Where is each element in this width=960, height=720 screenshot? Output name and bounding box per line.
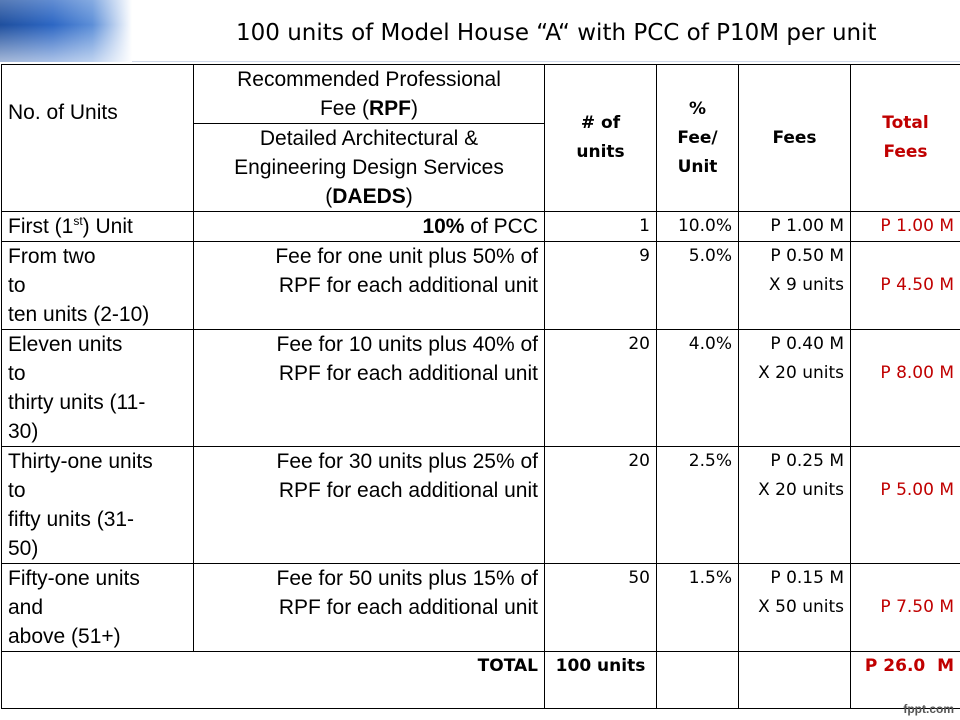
table-row [2,330,960,447]
total-fee: P 5.00 M [851,447,960,564]
fee-per-unit: P 0.15 M X 50 units [739,564,851,652]
fee-rule: Fee for 30 units plus 25% of RPF for each additional unit [194,447,545,564]
total-fee: P 7.50 M [851,564,960,652]
header-divider [132,61,960,62]
units-count: 50 [545,564,657,652]
table-row [2,242,960,330]
total-fees-empty [739,652,851,709]
units-count: 20 [545,447,657,564]
total-fee: P 1.00 M [851,212,960,242]
total-fee: P 8.00 M [851,330,960,447]
pct-fee: 5.0% [657,242,739,330]
pct-fee: 2.5% [657,447,739,564]
units-count: 1 [545,212,657,242]
fee-rule: 10% of PCC [194,212,545,242]
total-label: TOTAL [2,652,545,709]
fee-per-unit: P 0.25 M X 20 units [739,447,851,564]
header-rpf [194,65,545,124]
table-row [2,564,960,652]
fee-rule: Fee for 10 units plus 40% of RPF for each additional unit [194,330,545,447]
pct-fee: 4.0% [657,330,739,447]
pct-fee: 1.5% [657,564,739,652]
grand-total: P 26.0 M [851,652,960,709]
header-pct-fee: % Fee/ Unit [657,65,739,212]
credit-text: fppt.com [903,702,954,716]
fee-per-unit: P 1.00 M [739,212,851,242]
unit-range: Eleven units to thirty units (11- 30) [2,330,194,447]
table-row [2,447,960,564]
header-rpf-line1: Recommended Professional [237,68,501,91]
header-fees: Fees [739,65,851,212]
header-rpf-line2: Fee (RPF) [319,97,418,120]
header-no-of-units [2,65,194,212]
fee-per-unit: P 0.40 M X 20 units [739,330,851,447]
total-fee: P 4.50 M [851,242,960,330]
fee-table [1,64,960,709]
total-row [2,652,960,709]
unit-range: Thirty-one units to fifty units (31- 50) [2,447,194,564]
slide-title: 100 units of Model House “A“ with PCC of P10M per unit [236,20,877,46]
fee-per-unit: P 0.50 M X 9 units [739,242,851,330]
fee-rule: Fee for 50 units plus 15% of RPF for each additional unit [194,564,545,652]
fee-rule: Fee for one unit plus 50% of RPF for each additional unit [194,242,545,330]
header-daeds: Detailed Architectural & Engineering Design Services (DAEDS) [194,124,545,212]
header-num-units: # of units [545,65,657,212]
total-units: 100 units [545,652,657,709]
table-row [2,212,960,242]
total-pct-empty [657,652,739,709]
units-count: 20 [545,330,657,447]
pct-fee: 10.0% [657,212,739,242]
header-total-fees: Total Fees [851,65,960,212]
unit-range: Fifty-one units and above (51+) [2,564,194,652]
decorative-corner [0,0,132,62]
header-no-of-units-label: No. of Units [8,100,118,124]
unit-range: From two to ten units (2-10) [2,242,194,330]
header-row [2,65,960,124]
unit-range: First (1st) Unit [2,212,194,242]
units-count: 9 [545,242,657,330]
